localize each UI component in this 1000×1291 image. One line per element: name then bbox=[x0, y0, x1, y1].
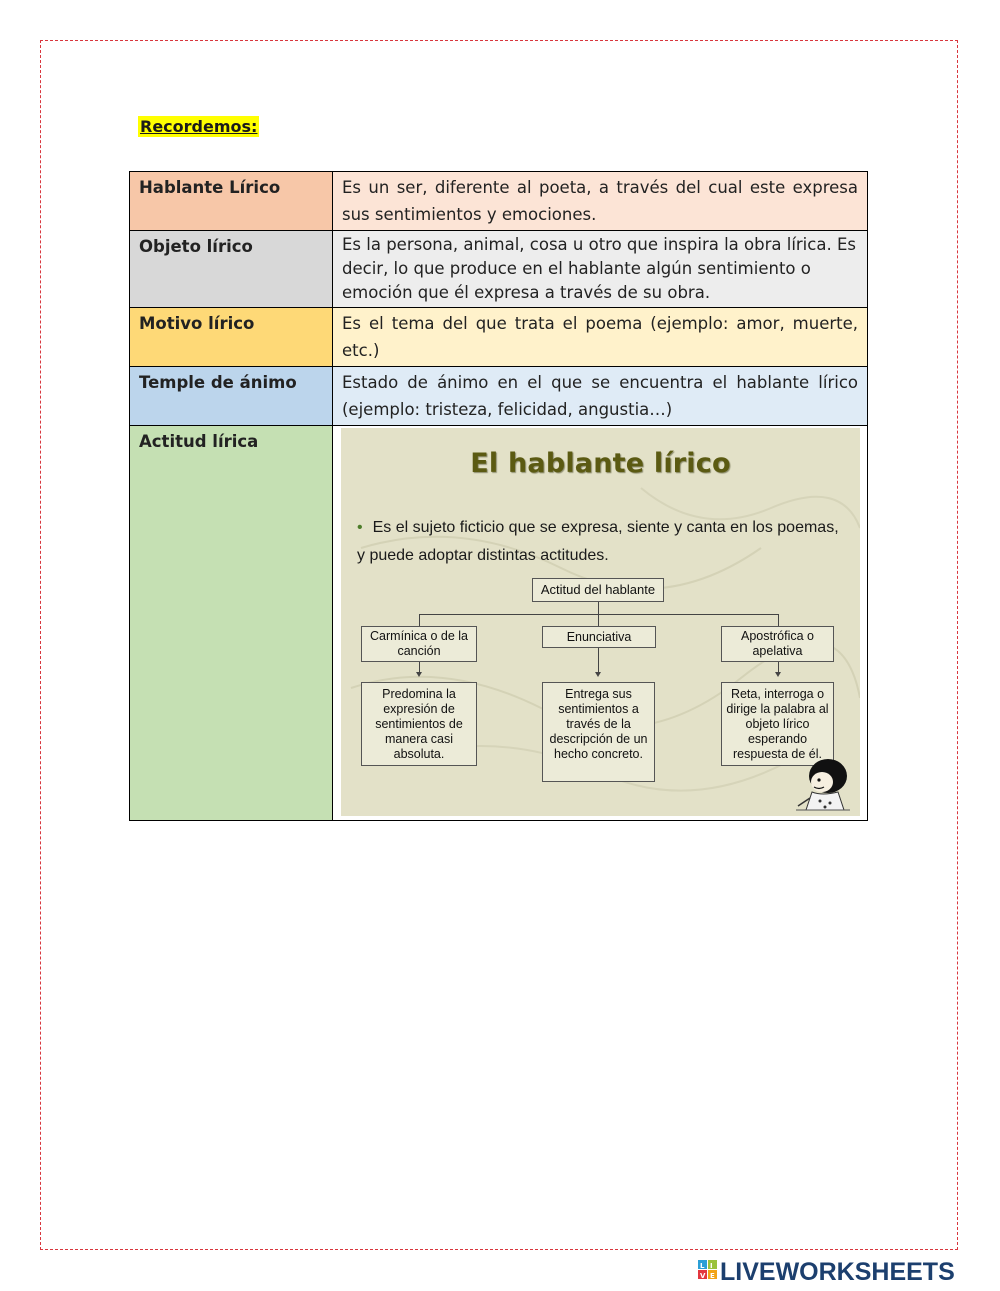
term-temple-de-animo: Temple de ánimo bbox=[130, 367, 333, 426]
definition-temple-de-animo: Estado de ánimo en el que se encuentra el hablante lírico (ejemplo: tristeza, felicidad, angustia…) bbox=[333, 367, 868, 426]
table-row bbox=[130, 172, 868, 231]
branch-box-enunciativa: Enunciativa bbox=[542, 626, 656, 648]
arrow-shaft bbox=[419, 662, 420, 672]
term-hablante-lirico: Hablante Lírico bbox=[130, 172, 333, 231]
slide-image bbox=[341, 428, 860, 816]
bullet-text: Es el sujeto ficticio que se expresa, siente y canta en los poemas, y puede adoptar distintas actitudes. bbox=[357, 519, 839, 564]
diagram-connector bbox=[778, 614, 779, 626]
term-motivo-lirico: Motivo lírico bbox=[130, 308, 333, 367]
arrow-down-icon bbox=[595, 672, 601, 677]
definition-hablante-lirico: Es un ser, diferente al poeta, a través del cual este expresa sus sentimientos y emociones. bbox=[333, 172, 868, 231]
table-row bbox=[130, 308, 868, 367]
diagram-connector bbox=[598, 614, 599, 626]
diagram-root-box: Actitud del hablante bbox=[532, 578, 664, 602]
slide-cell bbox=[333, 426, 868, 821]
svg-text:L: L bbox=[700, 1262, 705, 1270]
description-box-enunciativa: Entrega sus sentimientos a través de la descripción de un hecho concreto. bbox=[542, 682, 655, 782]
description-box-carminica: Predomina la expresión de sentimientos de manera casi absoluta. bbox=[361, 682, 477, 766]
arrow-down-icon bbox=[775, 672, 781, 677]
diagram-connector bbox=[419, 614, 420, 626]
term-actitud-lirica: Actitud lírica bbox=[130, 426, 333, 821]
description-box-apostrofica: Reta, interroga o dirige la palabra al objeto lírico esperando respuesta de él. bbox=[721, 682, 834, 766]
svg-text:V: V bbox=[700, 1272, 706, 1280]
arrow-shaft bbox=[778, 662, 779, 672]
recordemos-heading: Recordemos: bbox=[140, 117, 258, 136]
slide-bullet bbox=[357, 514, 847, 570]
liveworksheets-logo bbox=[698, 1257, 998, 1285]
branch-box-apostrofica: Apostrófica o apelativa bbox=[721, 626, 834, 662]
slide-title: El hablante lírico bbox=[470, 448, 731, 479]
definition-objeto-lirico: Es la persona, animal, cosa u otro que inspira la obra lírica. Es decir, lo que produce en el hablante algún sentimiento o emoción que él expresa a través de su obra. bbox=[333, 231, 868, 308]
branch-box-carminica: Carmínica o de la canción bbox=[361, 626, 477, 662]
bullet-dot-icon: • bbox=[357, 519, 363, 536]
table-row bbox=[130, 426, 868, 821]
table-row bbox=[130, 367, 868, 426]
svg-text:LIVEWORKSHEETS: LIVEWORKSHEETS bbox=[720, 1258, 955, 1285]
arrow-shaft bbox=[598, 648, 599, 672]
definition-motivo-lirico: Es el tema del que trata el poema (ejemplo: amor, muerte, etc.) bbox=[333, 308, 868, 367]
diagram-connector bbox=[598, 602, 599, 614]
concepts-table bbox=[129, 171, 868, 821]
mafalda-character-icon bbox=[792, 756, 854, 812]
svg-text:E: E bbox=[710, 1272, 715, 1280]
term-objeto-lirico: Objeto lírico bbox=[130, 231, 333, 308]
svg-text:I: I bbox=[710, 1262, 713, 1270]
table-row bbox=[130, 231, 868, 308]
arrow-down-icon bbox=[416, 672, 422, 677]
